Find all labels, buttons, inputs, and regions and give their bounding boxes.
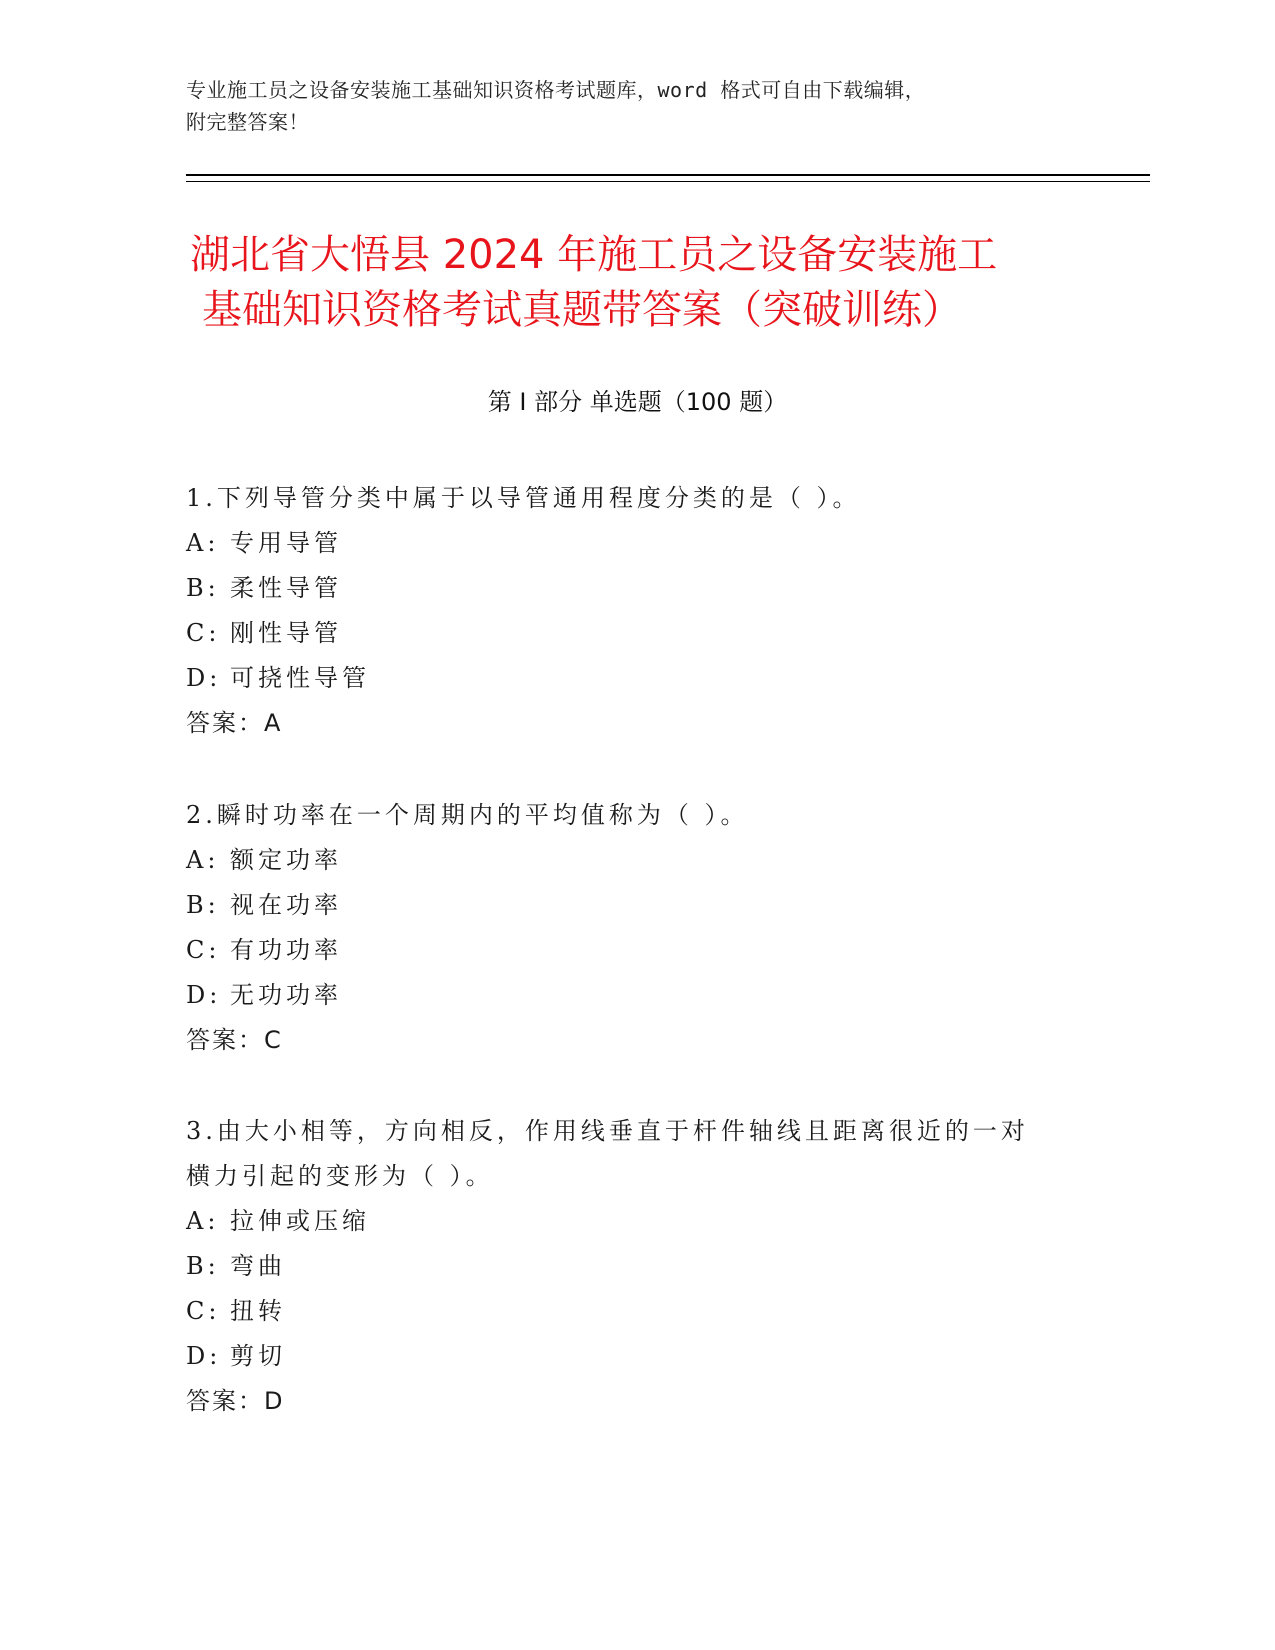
- header-note-line-1: 专业施工员之设备安装施工基础知识资格考试题库，word 格式可自由下载编辑，: [186, 78, 926, 102]
- section-heading: 第 I 部分 单选题（100 题）: [487, 388, 788, 416]
- option-d: [186, 656, 1086, 701]
- option-key: A:: [186, 529, 220, 557]
- option-text: 可挠性导管: [230, 664, 370, 692]
- question-stem: 2.瞬时功率在一个周期内的平均值称为（ ）。: [186, 801, 749, 829]
- question-2: [186, 793, 1086, 1063]
- option-text: 拉伸或压缩: [230, 1207, 370, 1235]
- option-key: C:: [186, 1297, 221, 1325]
- option-text: 额定功率: [230, 846, 342, 874]
- option-key: C:: [186, 936, 221, 964]
- option-a: [186, 521, 1086, 566]
- option-text: 视在功率: [230, 891, 342, 919]
- option-d: [186, 1334, 1086, 1379]
- question-stem-line-2: 横力引起的变形为（ ）。: [186, 1162, 494, 1190]
- option-b: [186, 566, 1086, 611]
- option-key: B:: [186, 1252, 220, 1280]
- header-note-line-2: 附完整答案！: [186, 110, 309, 134]
- option-c: [186, 611, 1086, 656]
- option-a: [186, 1199, 1086, 1244]
- option-text: 扭转: [230, 1297, 286, 1325]
- option-text: 无功功率: [230, 981, 342, 1009]
- option-key: C:: [186, 619, 221, 647]
- option-text: 柔性导管: [230, 574, 342, 602]
- option-key: B:: [186, 574, 220, 602]
- option-text: 有功功率: [230, 936, 342, 964]
- answer-line: 答案：D: [186, 1387, 285, 1415]
- option-d: [186, 973, 1086, 1018]
- option-key: A:: [186, 846, 220, 874]
- option-text: 刚性导管: [230, 619, 342, 647]
- option-key: B:: [186, 891, 220, 919]
- option-a: [186, 838, 1086, 883]
- option-key: D:: [186, 981, 222, 1009]
- header-rule-thick: [186, 174, 1150, 176]
- question-stem: 1.下列导管分类中属于以导管通用程度分类的是（ ）。: [186, 484, 861, 512]
- question-stem-line-1: 3.由大小相等，方向相反，作用线垂直于杆件轴线且距离很近的一对: [186, 1117, 1029, 1145]
- answer-line: 答案：C: [186, 1026, 283, 1054]
- question-3: [186, 1109, 1086, 1424]
- header-rule-thin: [186, 181, 1150, 182]
- option-b: [186, 883, 1086, 928]
- document-title-line-2: 基础知识资格考试真题带答案（突破训练）: [202, 287, 962, 333]
- question-1: [186, 476, 1086, 746]
- document-title-line-1: 湖北省大悟县 2024 年施工员之设备安装施工: [190, 232, 998, 278]
- option-key: D:: [186, 1342, 222, 1370]
- option-key: D:: [186, 664, 222, 692]
- option-b: [186, 1244, 1086, 1289]
- header-note: [186, 74, 1066, 138]
- option-key: A:: [186, 1207, 220, 1235]
- option-c: [186, 928, 1086, 973]
- option-text: 弯曲: [230, 1252, 286, 1280]
- option-text: 专用导管: [230, 529, 342, 557]
- document-title: [190, 228, 1110, 338]
- option-c: [186, 1289, 1086, 1334]
- option-text: 剪切: [230, 1342, 286, 1370]
- answer-line: 答案：A: [186, 709, 283, 737]
